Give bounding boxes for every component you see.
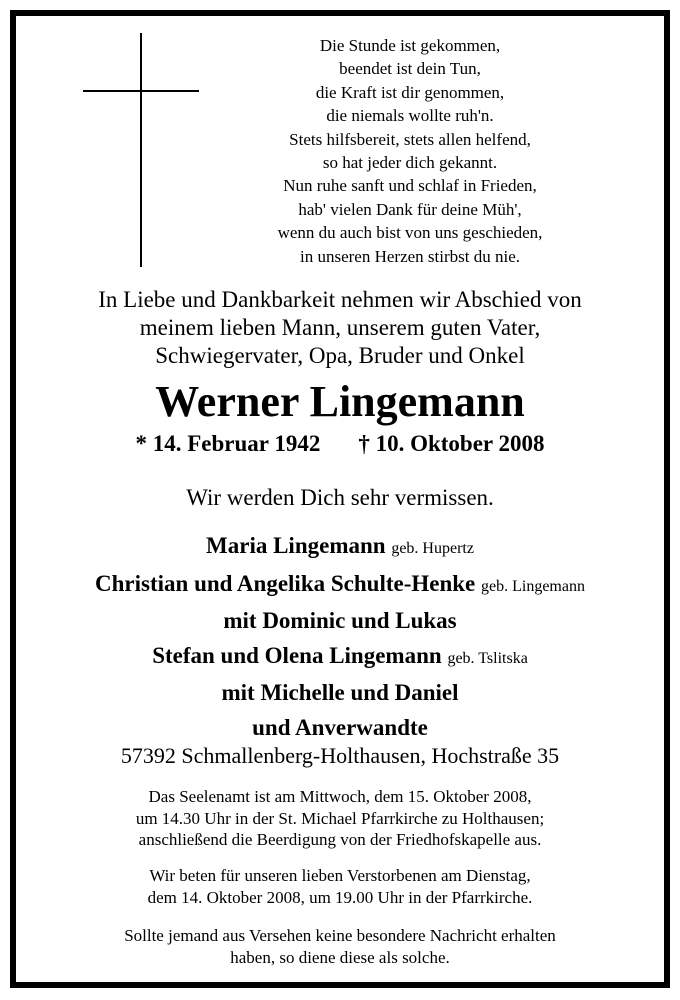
poem (230, 34, 590, 268)
notification-note (16, 925, 664, 968)
family-line (16, 676, 664, 711)
poem-line: die Kraft ist dir genommen, (315, 82, 505, 102)
info-line: Das Seelenamt ist am Mittwoch, dem 15. Oktober 2008, (148, 787, 532, 806)
family-member-name: Maria Lingemann (206, 533, 386, 558)
poem-line: die niemals wollte ruh'n. (326, 106, 494, 126)
cross-vertical-bar (140, 33, 142, 267)
family-member-name: Stefan und Olena Lingemann (152, 642, 442, 668)
family-member-name: Christian und Angelika Schulte-Henke (95, 570, 476, 596)
family-line (16, 711, 664, 746)
poem-line: hab' vielen Dank für deine Müh', (298, 199, 522, 219)
death-date: † 10. Oktober 2008 (358, 431, 545, 456)
poem-line: wenn du auch bist von uns geschieden, (277, 223, 543, 243)
intro-text (16, 286, 664, 370)
maiden-name: geb. Tslitska (447, 649, 528, 667)
family-line (16, 529, 664, 567)
poem-line: Die Stunde ist gekommen, (319, 36, 501, 55)
info-line: dem 14. Oktober 2008, um 19.00 Uhr in der Pfarrkirche. (147, 887, 533, 907)
intro-line: meinem lieben Mann, unserem guten Vater, (139, 315, 541, 340)
info-line: Wir beten für unseren lieben Verstorbenen am Dienstag, (149, 866, 531, 885)
poem-line: so hat jeder dich gekannt. (322, 153, 498, 173)
info-line: haben, so diene diese als solche. (230, 947, 450, 967)
family-line (16, 639, 664, 677)
poem-line: in unseren Herzen stirbst du nie. (300, 246, 520, 266)
miss-text: Wir werden Dich sehr vermissen. (186, 485, 494, 510)
poem-line: Nun ruhe sanft und schlaf in Frieden, (283, 176, 537, 196)
maiden-name: geb. Hupertz (391, 540, 474, 557)
info-line: um 14.30 Uhr in der St. Michael Pfarrkirche zu Holthausen; (135, 808, 545, 828)
intro-line: Schwiegervater, Opa, Bruder und Onkel (155, 343, 525, 368)
life-dates (16, 430, 664, 458)
birth-date: * 14. Februar 1942 (135, 431, 321, 456)
poem-line: beendet ist dein Tun, (339, 59, 481, 79)
family-list (16, 529, 664, 746)
intro-line: In Liebe und Dankbarkeit nehmen wir Abschied von (98, 287, 582, 312)
family-member-name: mit Michelle und Daniel (221, 680, 459, 706)
prayer-info (16, 865, 664, 908)
maiden-name: geb. Lingemann (481, 577, 585, 595)
poem-line: Stets hilfsbereit, stets allen helfend, (289, 129, 531, 149)
info-line: Sollte jemand aus Versehen keine besondere Nachricht erhalten (124, 926, 556, 945)
info-line: anschließend die Beerdigung von der Friedhofskapelle aus. (138, 830, 542, 849)
family-line (16, 567, 664, 605)
family-member-name: und Anverwandte (252, 714, 428, 740)
family-member-name: mit Dominic und Lukas (223, 608, 457, 634)
address: 57392 Schmallenberg-Holthausen, Hochstraße 35 (120, 743, 560, 768)
deceased-name: Werner Lingemann (155, 377, 525, 426)
cross-horizontal-bar (83, 90, 199, 92)
family-line (16, 604, 664, 639)
funeral-info (16, 786, 664, 851)
